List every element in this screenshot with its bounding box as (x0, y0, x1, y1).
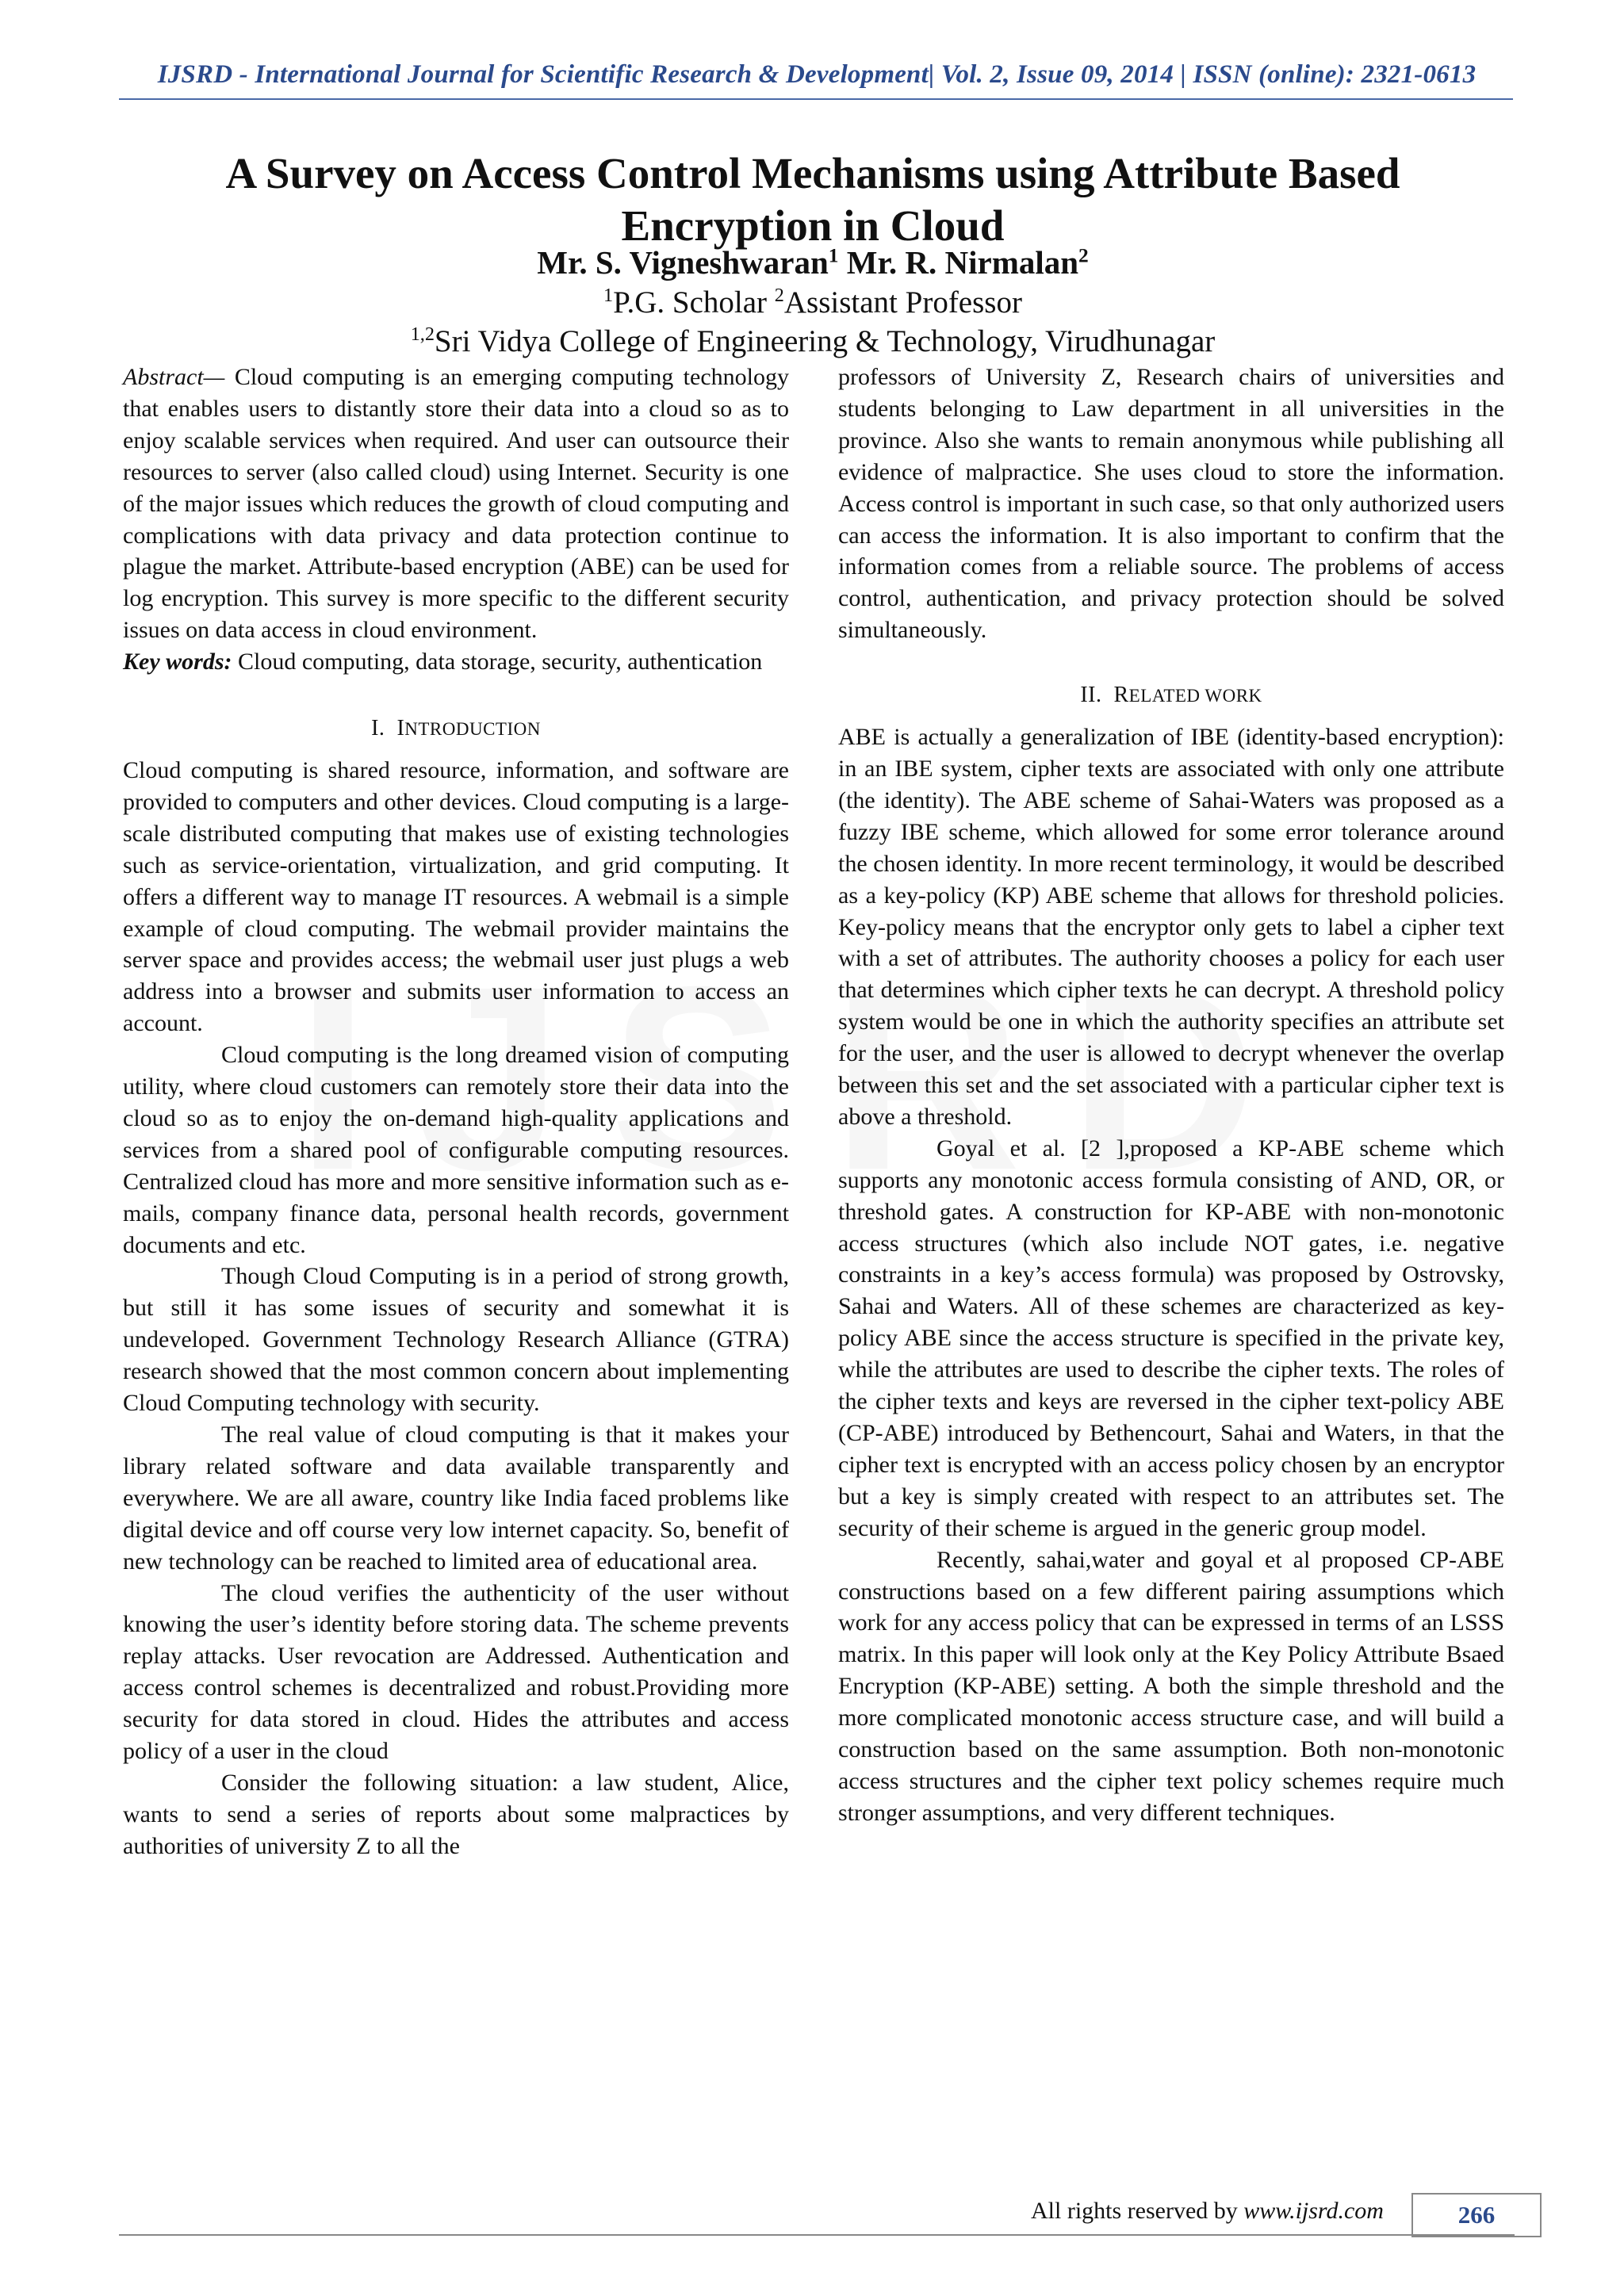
section-heading-introduction (123, 713, 789, 745)
author-roles (159, 284, 1467, 322)
paragraph: Consider the following situation: a law student, Alice, wants to send a series of reports about some malpractices by authorities of university Z to all the (123, 1769, 789, 1859)
paragraph: ABE is actually a generalization of IBE (identity-based encryption): in an IBE system, cipher texts are associated with only one attribute (the identity). The ABE scheme of Sahai-Waters was proposed as a fuzzy IBE scheme, which allowed for some error tolerance around the chosen identity. In more recent terminology, it would be described as a key-policy (KP) ABE scheme that allows for threshold policies. Key-policy means that the encryptor only gets to label a cipher text with a set of attributes. The authority chooses a policy for each user that determines which cipher texts he can decrypt. A threshold policy system would be one in which the authority specifies an attribute set for the user, and the user is allowed to decrypt whenever the overlap between this set and the set associated with a particular cipher text is above a threshold. (838, 724, 1504, 1130)
paragraph: Cloud computing is shared resource, information, and software are provided to computers and other devices. Cloud computing is a large-scale distributed computing that makes use of existing technologies such as service-orientation, virtualization, and grid computing. It offers a different way to manage IT resources. A webmail is a simple example of cloud computing. The webmail provider maintains the server space and provides access; the webmail user just plugs a web address into a browser and submits user information to access an account. (123, 756, 789, 1037)
section-initial: I (396, 716, 405, 741)
section-number: II. (1080, 683, 1102, 708)
header-divider (119, 98, 1513, 100)
role-index: 1 (603, 285, 614, 306)
section-title-rest: WORK (1205, 686, 1262, 706)
paragraph: The real value of cloud computing is that it makes your library related software and data available transparently and everywhere. We are all aware, country like India faced problems like digital device and off course very low internet capacity. So, benefit of new technology can be reached to limited area of educational area. (123, 1422, 789, 1575)
author-name: Mr. S. Vigneshwaran (537, 244, 829, 281)
institution-index: 1,2 (410, 323, 435, 345)
footer-rights-text: All rights reserved by (1031, 2198, 1244, 2224)
author-line (159, 243, 1467, 282)
role-text: P.G. Scholar (613, 285, 775, 320)
keywords-label: Key words: (123, 649, 232, 675)
abstract-text: Cloud computing is an emerging computing technology that enables users to distantly store their data into a cloud so as to enjoy scalable services when required. And user can outsource their resources to server (also called cloud) using Internet. Security is one of the major issues which reduces the growth of cloud computing and complications with data privacy and data protection continue to plague the market. Attribute-based encryption (ABE) can be used for log encryption. This survey is more specific to the different security issues on data access in cloud environment. (123, 364, 789, 644)
paragraph: Though Cloud Computing is in a period of strong growth, but still it has some issues of security and somewhat it is undeveloped. Government Technology Research Alliance (GTRA) research showed that the most common concern about implementing Cloud Computing technology with security. (123, 1263, 789, 1417)
section-initial: R (1113, 683, 1129, 708)
author-index: 1 (828, 244, 839, 267)
institution-name: Sri Vidya College of Engineering & Technology, Virudhunagar (434, 324, 1216, 358)
paragraph: Goyal et al. [2 ],proposed a KP-ABE scheme which supports any monotonic access formula consisting of AND, OR, or threshold gates. A construction for KP-ABE with non-monotonic access structures (which also include NOT gates, i.e. negative constraints in a key’s access formula) was proposed by Ostrovsky, Sahai and Waters. All of these schemes are characterized as key-policy ABE since the access structure is specified in the private key, while the attributes are used to describe the cipher texts. The roles of the cipher texts and keys are reversed in the cipher text-policy ABE (CP-ABE) introduced by Bethencourt, Sahai and Waters, in that the cipher text is encrypted with an access policy chosen by an encryptor but a key is simply created with respect to an attributes set. The security of their scheme is argued in the generic group model. (838, 1135, 1504, 1541)
section-number: I. (371, 716, 385, 741)
abstract-label: Abstract (123, 364, 204, 390)
author-index: 2 (1078, 244, 1089, 267)
left-column (123, 362, 789, 1862)
footer-rights (1031, 2198, 1384, 2225)
section-title-rest: ELATED (1128, 686, 1205, 706)
paragraph: Recently, sahai,water and goyal et al proposed CP-ABE constructions based on a few different pairing assumptions which work for any access policy that can be expressed in terms of an LSSS matrix. In this paper will look only at the Key Policy Attribute Bsaed Encryption (KP-ABE) setting. A both the simple threshold and the more complicated monotonic access structure case, and will build a construction based on the same assumption. Both non-monotonic access structures and the cipher text policy schemes require much stronger assumptions, and very different techniques. (838, 1546, 1504, 1826)
footer-url[interactable]: www.ijsrd.com (1243, 2198, 1384, 2224)
paragraph: The cloud verifies the authenticity of the user without knowing the user’s identity before storing data. The scheme prevents replay attacks. User revocation are Addressed. Authentication and access control schemes is decentralized and robust.Providing more security for data stored in cloud. Hides the attributes and access policy of a user in the cloud (123, 1579, 789, 1765)
right-column (838, 362, 1504, 1829)
role-text: Assistant Professor (783, 285, 1022, 320)
paragraph: Cloud computing is the long dreamed vision of computing utility, where cloud customers can remotely store their data into the cloud so as to enjoy the on-demand high-quality applications and services from a shared pool of configurable computing resources. Centralized cloud has more and more sensitive information such as e-mails, company finance data, personal health records, government documents and etc. (123, 1042, 789, 1258)
abstract (123, 362, 789, 646)
section-heading-related-work (838, 679, 1504, 712)
paper-title: A Survey on Access Control Mechanisms using Attribute Based Encryption in Cloud (225, 149, 1400, 250)
running-head: IJSRD - International Journal for Scientific Research & Development| Vol. 2, Issue 09, 2014 | ISSN (online): 2321-0613 (157, 60, 1477, 89)
keywords-text: Cloud computing, data storage, security, authentication (232, 649, 763, 675)
page-number: 266 (1411, 2193, 1542, 2237)
institution-line (159, 323, 1467, 361)
keywords (123, 646, 789, 678)
role-index: 2 (774, 285, 784, 306)
section-title-rest: NTRODUCTION (404, 719, 541, 740)
author-name: Mr. R. Nirmalan (838, 244, 1079, 281)
footer-divider (119, 2234, 1515, 2236)
abstract-dash: — (203, 364, 235, 390)
paragraph-continuation: professors of University Z, Research chairs of universities and students belonging to Law department in all universities in the province. Also she wants to remain anonymous while publishing all evidence of malpractice. She uses cloud to store the information. Access control is important in such case, so that only authorized users can access the information. It is also important to confirm that the information comes from a reliable source. The problems of access control, authentication, and privacy protection should be solved simultaneously. (838, 364, 1504, 644)
